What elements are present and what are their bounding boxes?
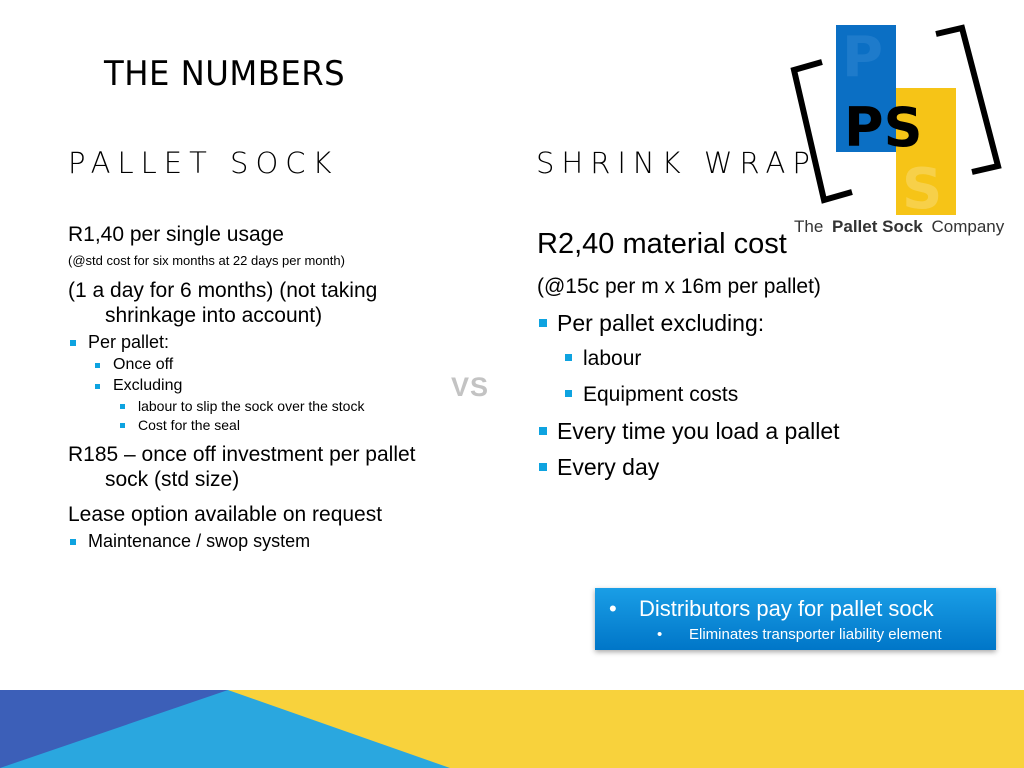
excluding-item: Excluding	[93, 377, 428, 395]
every-day-item: Every day	[537, 451, 867, 483]
logo-letters: PS	[844, 96, 923, 159]
callout-line-1-text: Distributors pay for pallet sock	[639, 596, 934, 621]
callout-line-2-text: Eliminates transporter liability element	[689, 626, 942, 643]
lease-option-note: Lease option available on request	[68, 503, 383, 526]
pallet-sock-column	[68, 222, 428, 552]
footer-banner	[0, 690, 1024, 768]
material-cost: R2,40 material cost	[537, 228, 787, 260]
callout-line-1	[609, 596, 934, 622]
material-cost-note: (@15c per m x 16m per pallet)	[537, 275, 821, 298]
svg-text:The Pallet Sock Co	[794, 217, 1005, 236]
every-load-item: Every time you load a pallet	[537, 415, 867, 447]
single-usage-cost: R1,40 per single usage	[68, 223, 284, 246]
six-months-note: (1 a day for 6 months) (not taking shrinkage into account)	[68, 279, 378, 327]
svg-text:S: S	[902, 157, 943, 222]
shrink-wrap-column	[537, 228, 867, 487]
labour-item: labour to slip the sock over the stock	[118, 398, 428, 414]
pallet-sock-heading: PALLET SOCK	[68, 146, 339, 180]
svg-text:P: P	[842, 25, 884, 90]
labour-item: labour	[563, 343, 867, 375]
logo-text-pallet-sock: Pallet Sock	[832, 217, 923, 236]
bullet-icon: •	[657, 626, 663, 643]
maintenance-item: Maintenance / swop system	[68, 531, 428, 552]
callout-line-2	[657, 626, 942, 643]
per-pallet-excluding-item: Per pallet excluding:	[537, 307, 867, 339]
vs-label: VS	[451, 372, 490, 402]
seal-cost-item: Cost for the seal	[118, 417, 428, 433]
once-off-item: Once off	[93, 356, 428, 374]
investment-note: R185 – once off investment per pallet sock (std size)	[68, 443, 416, 491]
distributors-callout	[595, 588, 996, 650]
slide-title: THE NUMBERS	[104, 54, 346, 94]
logo-text-company: Company	[931, 217, 1005, 236]
logo-graphic	[786, 20, 1016, 242]
pallet-sock-company-logo	[786, 20, 1016, 242]
equipment-costs-item: Equipment costs	[563, 379, 867, 411]
shrink-wrap-heading: SHRINK WRAP	[536, 146, 817, 180]
std-cost-note: (@std cost for six months at 22 days per month)	[68, 253, 345, 268]
bullet-icon: •	[609, 596, 617, 621]
per-pallet-item: Per pallet:	[68, 332, 428, 353]
logo-text-the: The	[794, 217, 824, 236]
